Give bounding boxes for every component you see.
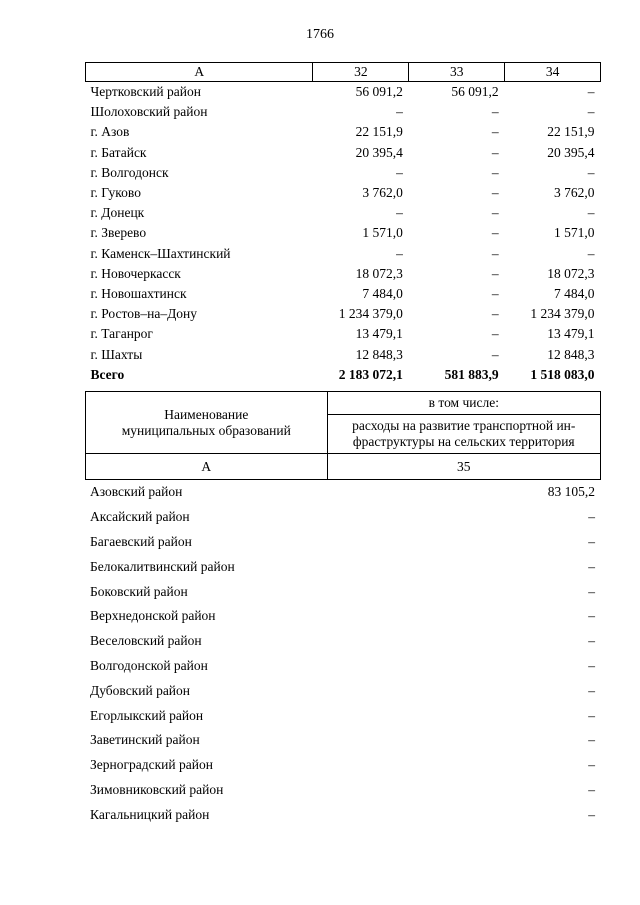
table-row [86, 143, 601, 163]
municipality-name: Боковский район [90, 583, 188, 599]
value-col-34: 3 762,0 [554, 185, 595, 201]
value-col-35: – [588, 533, 595, 549]
column-header-a: А [86, 63, 313, 82]
value-col-32: 3 762,0 [362, 185, 403, 201]
value-col-34: – [587, 245, 595, 261]
value-col-34: 13 479,1 [547, 326, 595, 342]
column-header-32: 32 [313, 63, 409, 82]
list-item [85, 678, 601, 703]
municipality-name: Кагальницкий район [90, 806, 210, 822]
list-item [85, 530, 601, 555]
table-row [86, 163, 601, 183]
table-row [86, 82, 601, 103]
list-item [85, 480, 601, 505]
total-label: Всего [90, 366, 125, 382]
header-name-line2: муниципальных образований [121, 422, 291, 438]
column-header-34: 34 [505, 63, 601, 82]
value-col-33: – [491, 326, 499, 342]
municipality-name: Егорлыкский район [90, 707, 204, 723]
column-header-a: А [86, 454, 328, 480]
column-35-rows [85, 480, 601, 827]
including-header: в том числе: [327, 392, 600, 415]
value-col-32: – [396, 164, 403, 180]
list-item [85, 778, 601, 803]
list-item [85, 654, 601, 679]
total-col-33: 581 883,9 [444, 366, 499, 382]
header-purpose-line2: фраструктуры на сельских территория [352, 434, 575, 449]
list-item [85, 505, 601, 530]
list-item [85, 728, 601, 753]
value-col-32: – [396, 205, 403, 221]
value-col-32: 22 151,9 [355, 124, 403, 140]
value-col-35: – [588, 682, 595, 698]
table-row [86, 304, 601, 324]
municipality-name: г. Каменск–Шахтинский [90, 245, 231, 261]
value-col-33: – [491, 306, 499, 322]
value-col-34: – [587, 84, 595, 100]
municipality-name: г. Зверево [90, 225, 147, 241]
value-col-34: 22 151,9 [547, 124, 595, 140]
municipality-name: г. Таганрог [90, 326, 153, 342]
value-col-33: – [491, 346, 499, 362]
total-col-34: 1 518 083,0 [530, 366, 595, 382]
value-col-35: – [588, 633, 595, 649]
value-col-32: 7 484,0 [362, 285, 403, 301]
municipality-name: Зерноградский район [90, 757, 213, 773]
value-col-34: – [587, 164, 595, 180]
value-col-35: – [588, 558, 595, 574]
value-col-33: – [491, 205, 499, 221]
table-row [86, 122, 601, 142]
value-col-32: 13 479,1 [355, 326, 403, 342]
value-col-35: – [588, 732, 595, 748]
value-col-33: – [491, 265, 499, 281]
list-item [85, 802, 601, 827]
value-col-34: 20 395,4 [547, 144, 595, 160]
municipality-name: Зимовниковский район [90, 781, 224, 797]
municipality-name: Чертковский район [90, 84, 201, 100]
budget-table-columns-32-34 [85, 62, 601, 385]
value-col-32: – [396, 245, 403, 261]
value-col-33: – [491, 104, 499, 120]
list-item [85, 604, 601, 629]
table-row [86, 244, 601, 264]
value-col-32: 20 395,4 [355, 144, 403, 160]
transport-infrastructure-header [327, 415, 600, 454]
value-col-34: – [587, 104, 595, 120]
column-header-33: 33 [409, 63, 505, 82]
value-col-32: 56 091,2 [355, 84, 403, 100]
municipality-name: Волгодонской район [90, 657, 208, 673]
value-col-32: 1 571,0 [362, 225, 403, 241]
table-row [86, 344, 601, 364]
municipality-name: г. Новошахтинск [90, 285, 187, 301]
municipality-name: Дубовский район [90, 682, 191, 698]
value-col-35: – [588, 806, 595, 822]
municipality-name: Заветинский район [90, 732, 200, 748]
municipality-name: Аксайский район [90, 509, 190, 525]
municipality-name: г. Батайск [90, 144, 147, 160]
table-row [86, 183, 601, 203]
list-item [85, 753, 601, 778]
table-row [86, 203, 601, 223]
value-col-33: – [491, 185, 499, 201]
value-col-34: 7 484,0 [554, 285, 595, 301]
value-col-35: – [588, 608, 595, 624]
municipality-name: г. Азов [90, 124, 130, 140]
value-col-34: 12 848,3 [547, 346, 595, 362]
value-col-32: 1 234 379,0 [338, 306, 403, 322]
value-col-34: – [587, 205, 595, 221]
total-col-32: 2 183 072,1 [338, 366, 403, 382]
municipality-name: г. Ростов–на–Дону [90, 306, 198, 322]
value-col-35: 83 105,2 [547, 484, 595, 500]
municipality-name: Азовский район [90, 484, 183, 500]
value-col-33: – [491, 285, 499, 301]
value-col-33: – [491, 144, 499, 160]
municipality-name: Белокалитвинский район [90, 558, 235, 574]
value-col-33: – [491, 225, 499, 241]
municipality-name: Верхнедонской район [90, 608, 216, 624]
list-item [85, 554, 601, 579]
table-row [86, 284, 601, 304]
value-col-33: – [491, 245, 499, 261]
value-col-35: – [588, 707, 595, 723]
municipality-name: г. Донецк [90, 205, 145, 221]
value-col-35: – [588, 757, 595, 773]
municipality-name: Багаевский район [90, 533, 192, 549]
municipality-name: г. Гуково [90, 185, 141, 201]
value-col-32: – [396, 104, 403, 120]
municipality-name: Веселовский район [90, 633, 202, 649]
value-col-32: 18 072,3 [355, 265, 403, 281]
value-col-35: – [588, 657, 595, 673]
value-col-32: 12 848,3 [355, 346, 403, 362]
table-row [86, 324, 601, 344]
table-row [86, 264, 601, 284]
municipality-name: г. Шахты [90, 346, 143, 362]
value-col-34: 18 072,3 [547, 265, 595, 281]
value-col-33: – [491, 164, 499, 180]
municipality-column-header [86, 392, 328, 454]
value-col-35: – [588, 583, 595, 599]
header-name-line1: Наименование [164, 406, 249, 422]
table-row [86, 102, 601, 122]
total-row [86, 365, 601, 385]
list-item [85, 629, 601, 654]
budget-table-column-35-header [85, 391, 601, 480]
header-purpose-line1: расходы на развитие транспортной ин- [352, 418, 576, 433]
list-item [85, 579, 601, 604]
municipality-name: г. Новочеркасск [90, 265, 181, 281]
page-number: 1766 [306, 27, 334, 42]
column-header-35: 35 [327, 454, 600, 480]
value-col-35: – [588, 509, 595, 525]
municipality-name: г. Волгодонск [90, 164, 169, 180]
list-item [85, 703, 601, 728]
municipality-name: Шолоховский район [90, 104, 208, 120]
value-col-33: – [491, 124, 499, 140]
value-col-34: 1 571,0 [554, 225, 595, 241]
table-row [86, 223, 601, 243]
table-header-row [86, 63, 601, 82]
value-col-33: 56 091,2 [451, 84, 499, 100]
value-col-35: – [588, 781, 595, 797]
value-col-34: 1 234 379,0 [530, 306, 595, 322]
